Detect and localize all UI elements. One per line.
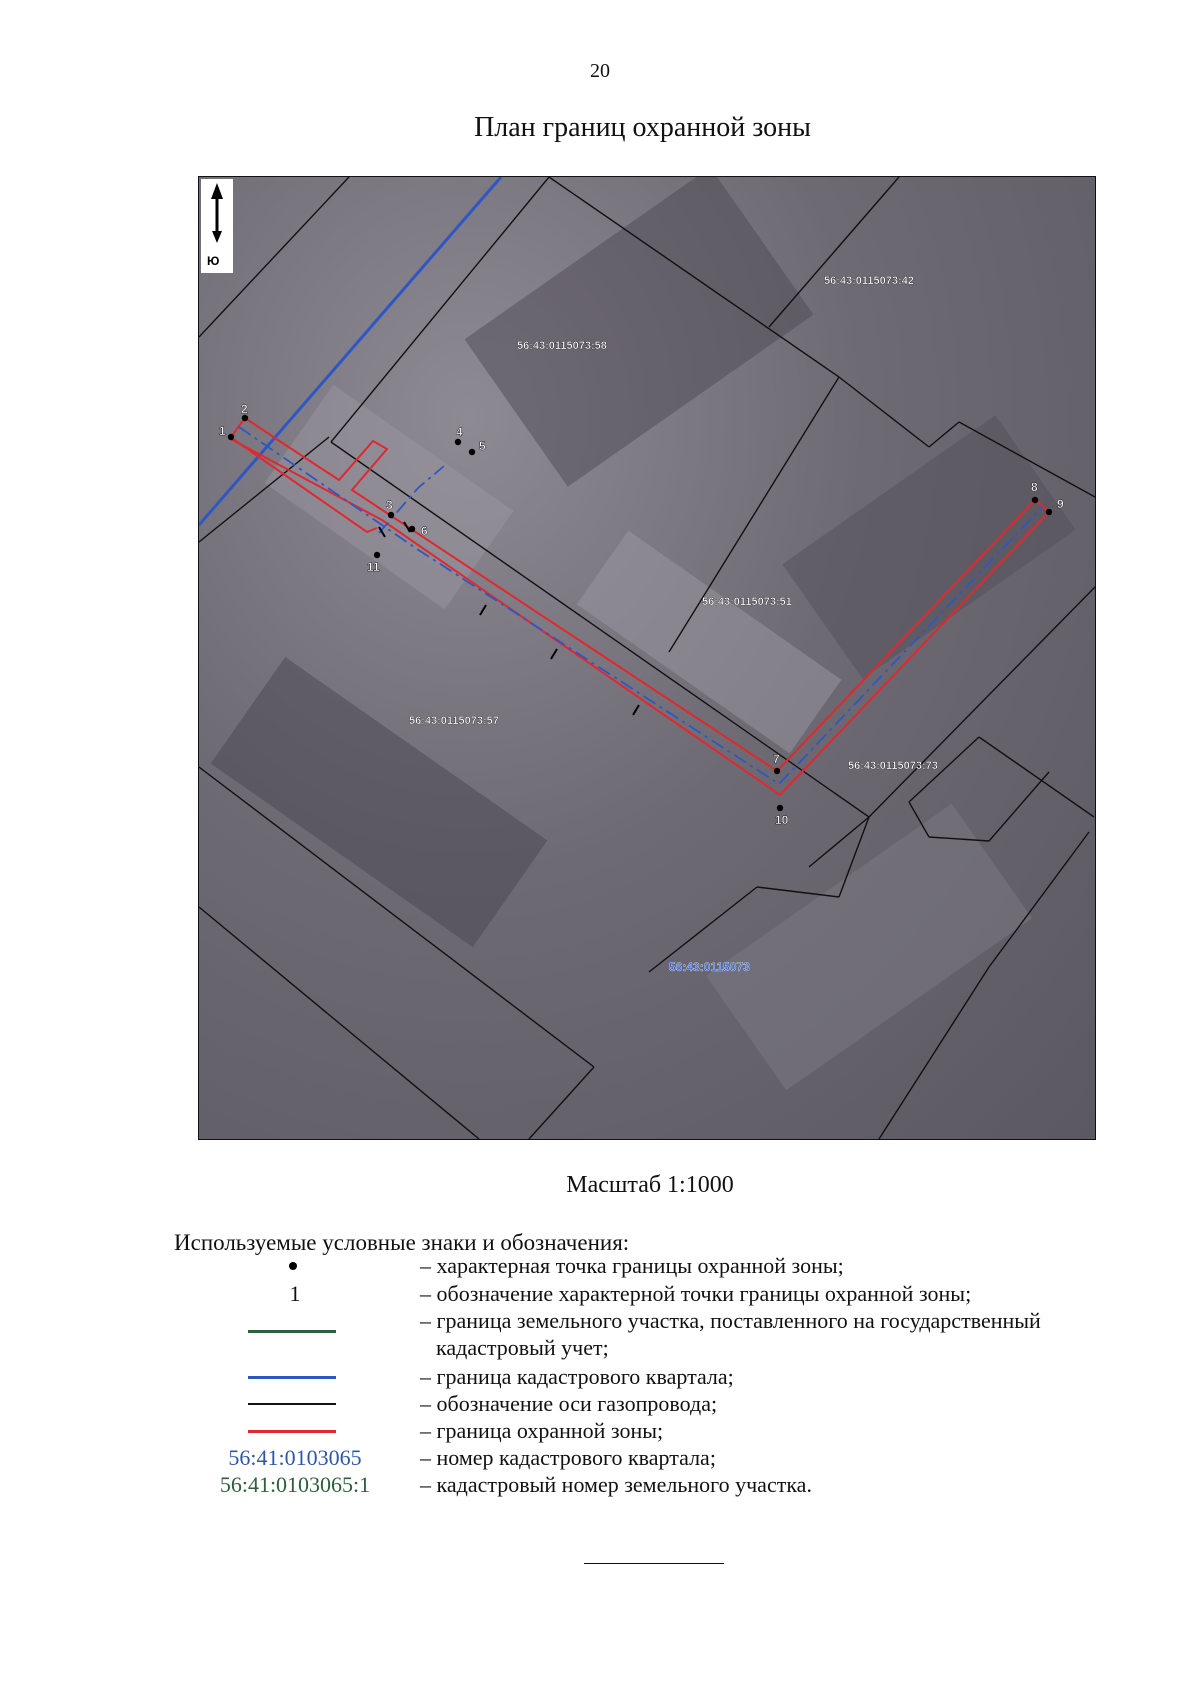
legend-parcel-line bbox=[248, 1330, 336, 1333]
parcel-label-73: 56:43:0115073:73 bbox=[848, 760, 938, 772]
point-label-8: 8 bbox=[1031, 480, 1038, 494]
map-scale: Масштаб 1:1000 bbox=[566, 1172, 734, 1198]
north-arrow-label: Ю bbox=[207, 254, 220, 268]
legend-quarter-number-example: 56:41:0103065 bbox=[228, 1445, 362, 1470]
legend-axis-line bbox=[248, 1403, 336, 1405]
parcel-label-57: 56:43:0115073:57 bbox=[409, 715, 499, 727]
closing-rule bbox=[584, 1563, 724, 1564]
legend-point-symbol bbox=[289, 1262, 297, 1270]
point-label-1: 1 bbox=[219, 424, 226, 438]
legend-quarter-number-text: – номер кадастрового квартала; bbox=[420, 1445, 716, 1470]
legend-point-label-symbol: 1 bbox=[289, 1281, 301, 1306]
aerial-texture bbox=[211, 177, 1076, 1090]
parcel-label-58: 56:43:0115073:58 bbox=[517, 340, 607, 352]
parcel-label-42: 56:43:0115073:42 bbox=[824, 275, 914, 287]
point-label-11: 11 bbox=[367, 560, 380, 574]
legend-parcel-text: – граница земельного участка, поставленного на государственный bbox=[420, 1308, 1041, 1333]
legend-parcel-text-cont: кадастровый учет; bbox=[436, 1335, 609, 1360]
legend-axis-text: – обозначение оси газопровода; bbox=[420, 1391, 718, 1416]
legend-quarter-text: – граница кадастрового квартала; bbox=[420, 1364, 734, 1389]
legend-parcel-number-text: – кадастровый номер земельного участка. bbox=[420, 1472, 812, 1497]
page-number: 20 bbox=[590, 60, 610, 82]
parcel-label-51: 56:43:0115073:51 bbox=[702, 596, 792, 608]
point-label-2: 2 bbox=[241, 402, 248, 416]
point-label-10: 10 bbox=[775, 813, 789, 827]
map-canvas bbox=[199, 177, 1095, 1139]
point-label-3: 3 bbox=[386, 498, 393, 512]
legend-zone-line bbox=[248, 1430, 336, 1433]
page-title: План границ охранной зоны bbox=[474, 112, 811, 143]
north-arrow bbox=[201, 179, 233, 273]
point-label-9: 9 bbox=[1057, 497, 1064, 511]
protection-zone-map bbox=[198, 176, 1096, 1140]
point-label-4: 4 bbox=[456, 425, 463, 439]
quarter-label: 56:43:0115073 bbox=[669, 960, 750, 974]
point-label-6: 6 bbox=[421, 524, 428, 538]
legend-point-text: – характерная точка границы охранной зоны; bbox=[420, 1253, 844, 1278]
legend-point-label-text: – обозначение характерной точки границы охранной зоны; bbox=[420, 1281, 972, 1306]
legend-quarter-line bbox=[248, 1376, 336, 1379]
legend-parcel-number-example: 56:41:0103065:1 bbox=[219, 1472, 371, 1497]
point-label-7: 7 bbox=[773, 752, 780, 766]
point-label-5: 5 bbox=[479, 439, 486, 453]
legend-title: Используемые условные знаки и обозначения: bbox=[174, 1230, 630, 1255]
legend-zone-text: – граница охранной зоны; bbox=[420, 1418, 664, 1443]
